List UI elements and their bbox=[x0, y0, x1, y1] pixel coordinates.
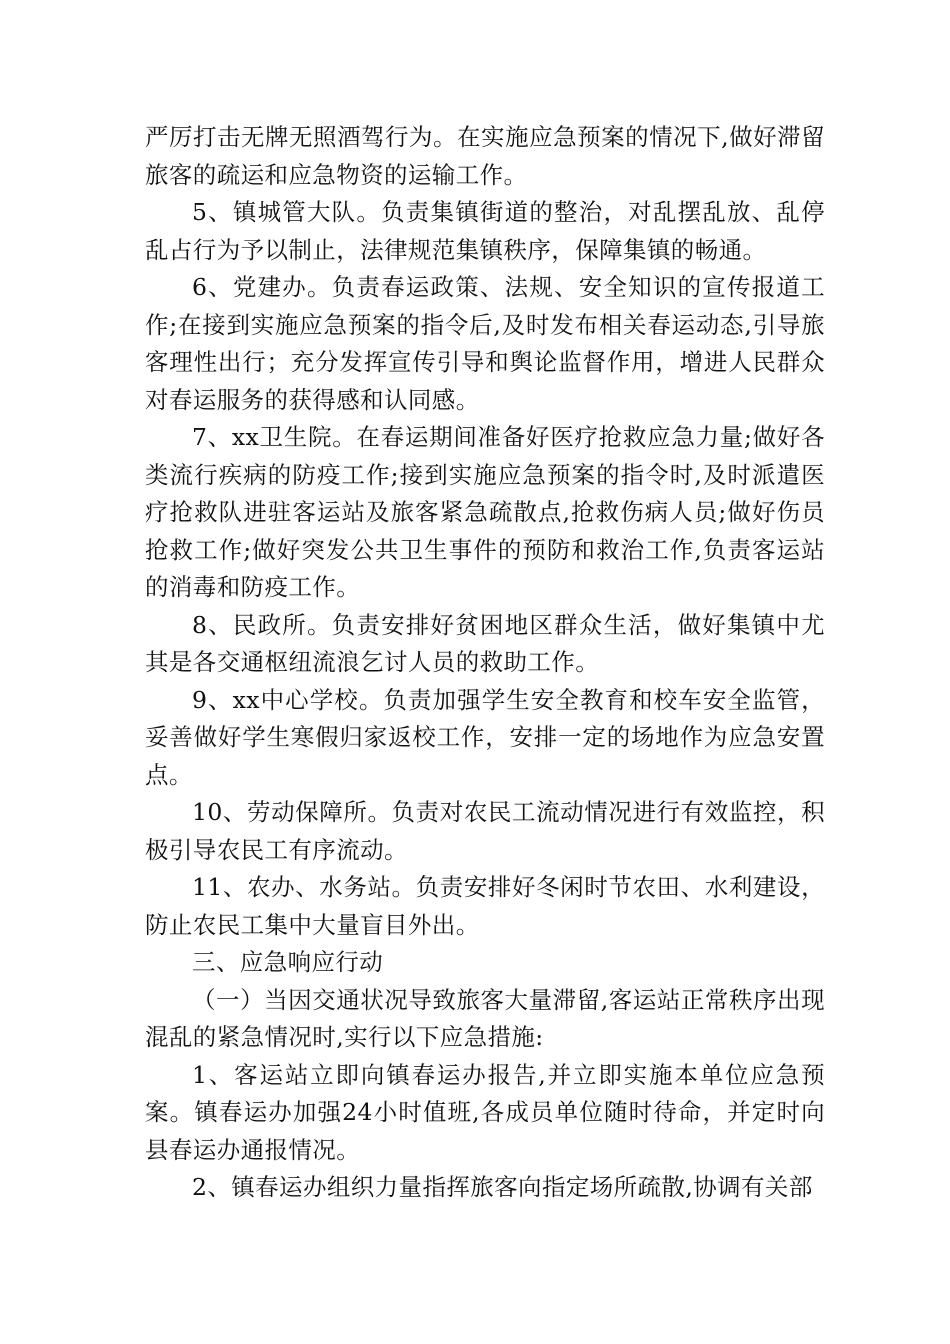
paragraph-continuation: 严厉打击无牌无照酒驾行为。在实施应急预案的情况下,做好滞留旅客的疏运和应急物资的运输工作。 bbox=[145, 123, 825, 189]
subsection-heading-1: （一）当因交通状况导致旅客大量滞留,客运站正常秩序出现混乱的紧急情况时,实行以下应急措施: bbox=[145, 985, 825, 1051]
paragraph-item-6: 6、党建办。负责春运政策、法规、安全知识的宣传报道工作;在接到实施应急预案的指令后,及时发布相关春运动态,引导旅客理性出行；充分发挥宣传引导和舆论监督作用，增进人民群众对春运服务的获得感和认同感。 bbox=[145, 273, 825, 414]
measure-item-2: 2、镇春运办组织力量指挥旅客向指定场所疏散,协调有关部 bbox=[192, 1173, 813, 1201]
paragraph-item-11: 11、农办、水务站。负责安排好冬闲时节农田、水利建设，防止农民工集中大量盲目外出。 bbox=[145, 873, 825, 939]
paragraph-item-5: 5、镇城管大队。负责集镇街道的整治，对乱摆乱放、乱停乱占行为予以制止，法律规范集镇秩序，保障集镇的畅通。 bbox=[145, 198, 825, 264]
paragraph-item-9: 9、xx中心学校。负责加强学生安全教育和校车安全监管，妥善做好学生寒假归家返校工作，安排一定的场地作为应急安置点。 bbox=[145, 685, 825, 789]
paragraph-item-7: 7、xx卫生院。在春运期间准备好医疗抢救应急力量;做好各类流行疾病的防疫工作;接到实施应急预案的指令时,及时派遣医疗抢救队进驻客运站及旅客紧急疏散点,抢救伤病人员;做好伤员抢救工作;做好突发公共卫生事件的预防和救治工作,负责客运站的消毒和防疫工作。 bbox=[145, 423, 825, 601]
paragraph-item-10: 10、劳动保障所。负责对农民工流动情况进行有效监控，积极引导农民工有序流动。 bbox=[145, 798, 825, 864]
measure-item-1: 1、客运站立即向镇春运办报告,并立即实施本单位应急预案。镇春运办加强24小时值班,各成员单位随时待命，并定时向县春运办通报情况。 bbox=[145, 1060, 825, 1164]
document-body bbox=[145, 119, 825, 1207]
paragraph-item-8: 8、民政所。负责安排好贫困地区群众生活，做好集镇中尤其是各交通枢纽流浪乞讨人员的救助工作。 bbox=[145, 610, 825, 676]
section-heading-3: 三、应急响应行动 bbox=[192, 948, 384, 976]
